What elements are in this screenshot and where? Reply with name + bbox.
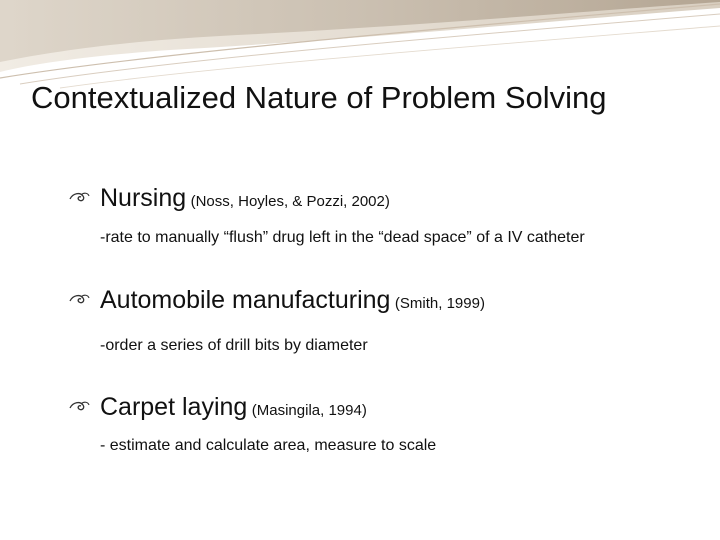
bullet-detail: -order a series of drill bits by diameter [100,337,368,354]
bullet-detail: -rate to manually “flush” drug left in the “dead space” of a IV catheter [100,229,585,246]
bullet-swirl-icon [68,399,90,413]
decorative-swoosh-banner [0,0,720,90]
bullet-item-nursing [68,184,708,213]
bullet-citation: (Noss, Hoyles, & Pozzi, 2002) [190,193,390,210]
bullet-citation: (Smith, 1999) [394,295,485,312]
slide-title: Contextualized Nature of Problem Solving [31,80,607,115]
bullet-heading: Automobile manufacturing [100,286,391,314]
bullet-item-carpet [68,393,708,422]
bullet-swirl-icon [68,292,90,306]
bullet-swirl-icon [68,190,90,204]
bullet-item-automobile [68,286,708,315]
bullet-heading: Nursing [100,184,187,212]
bullet-detail: - estimate and calculate area, measure to scale [100,437,437,454]
bullet-heading: Carpet laying [100,393,248,421]
bullet-citation: (Masingila, 1994) [251,402,367,419]
